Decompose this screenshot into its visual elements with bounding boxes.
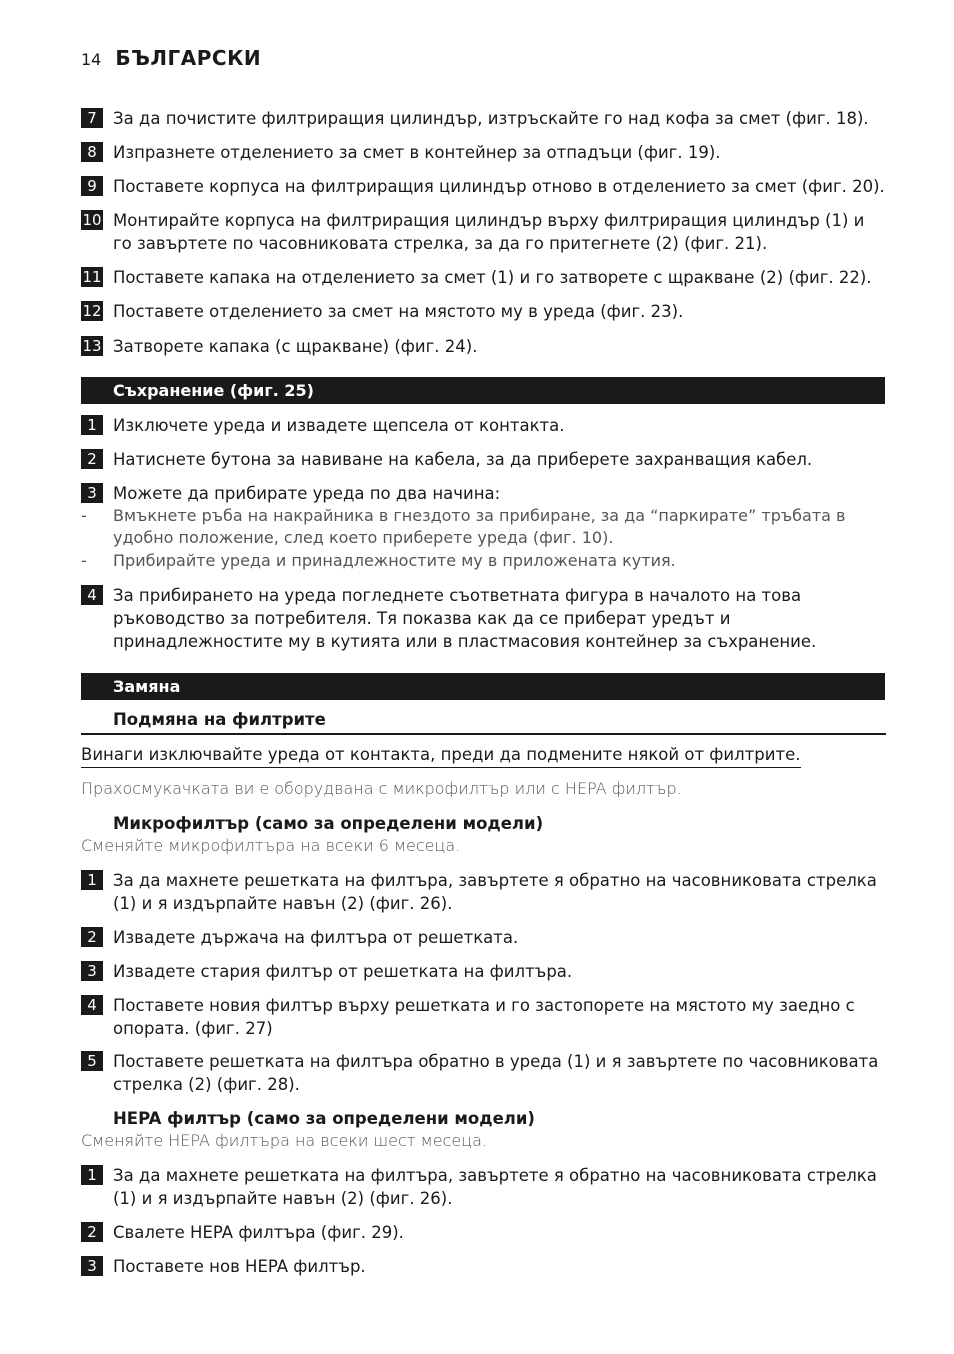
hepa-step-3 <box>81 1255 885 1278</box>
micro-step-5 <box>81 1050 885 1096</box>
step-text: Извадете стария филтър от решетката на филтъра. <box>113 962 573 981</box>
storage-step-2 <box>81 448 885 471</box>
micro-step-4 <box>81 994 885 1040</box>
step-text: Поставете капака на отделението за смет (1) и го затворете с щракване (2) (фиг. 22). <box>113 268 872 287</box>
step-number: 12 <box>82 302 102 320</box>
step-13 <box>81 335 885 358</box>
step-number: 4 <box>81 995 103 1015</box>
step-9 <box>81 175 885 198</box>
step-number: 7 <box>81 108 103 128</box>
storage-step-4 <box>81 584 885 653</box>
step-number: 2 <box>81 927 103 947</box>
intro-text: Прахосмукачката ви е оборудвана с микрофилтър или с HEPA филтър. <box>81 779 682 798</box>
page-header <box>81 46 261 70</box>
step-text: За да махнете решетката на филтъра, завъртете я обратно на часовниковата стрелка (1) и я издърпайте навън (2) (фиг. 26). <box>113 1166 877 1208</box>
hepa-note: Сменяйте HEPA филтъра на всеки шест месеца. <box>81 1131 487 1150</box>
step-number: 3 <box>81 961 103 981</box>
step-10 <box>81 209 885 255</box>
step-number: 4 <box>81 585 103 605</box>
step-text: Поставете нов HEPA филтър. <box>113 1257 366 1276</box>
step-text: Поставете решетката на филтъра обратно в уреда (1) и я завъртете по часовниковата стрелка (2) (фиг. 28). <box>113 1052 879 1094</box>
page-number: 14 <box>81 50 102 69</box>
microfilter-title: Микрофилтър (само за определени модели) <box>113 814 544 833</box>
step-text: Поставете корпуса на филтриращия цилиндър отново в отделението за смет (фиг. 20). <box>113 177 885 196</box>
storage-option-2 <box>81 550 885 572</box>
step-text: Извадете държача на филтъра от решетката. <box>113 928 519 947</box>
step-text: За прибирането на уреда погледнете съответната фигура в началото на това ръководство за потребителя. Тя показва как да се приберат уредът и принадлежностите му в кутията или в пластмасовия контейнер за съхранение. <box>113 586 817 651</box>
hepa-step-2 <box>81 1221 885 1244</box>
step-number: 9 <box>81 176 103 196</box>
hepa-step-1 <box>81 1164 885 1210</box>
hepa-title: HEPA филтър (само за определени модели) <box>113 1109 535 1128</box>
step-text: За да махнете решетката на филтъра, завъртете я обратно на часовниковата стрелка (1) и я издърпайте навън (2) (фиг. 26). <box>113 871 877 913</box>
micro-step-1 <box>81 869 885 915</box>
step-number: 3 <box>81 483 103 503</box>
step-number: 10 <box>82 211 102 229</box>
bullet-dash: - <box>81 551 87 570</box>
step-number: 2 <box>81 449 103 469</box>
step-text: Затворете капака (с щракване) (фиг. 24). <box>113 337 478 356</box>
step-text: Натиснете бутона за навиване на кабела, за да приберете захранващия кабел. <box>113 450 813 469</box>
bullet-dash: - <box>81 506 87 525</box>
micro-step-3 <box>81 960 885 983</box>
step-text: Поставете новия филтър върху решетката и го застопорете на мястото му заедно с опората. (фиг. 27) <box>113 996 855 1038</box>
section-heading-storage: Съхранение (фиг. 25) <box>81 377 885 404</box>
step-number: 8 <box>81 142 103 162</box>
step-text: Свалете HEPA филтъра (фиг. 29). <box>113 1223 404 1242</box>
step-number: 11 <box>82 268 102 286</box>
storage-step-1 <box>81 414 885 437</box>
step-number: 5 <box>81 1051 103 1071</box>
section-heading-replacement: Замяна <box>81 673 885 700</box>
storage-option-1 <box>81 505 885 549</box>
step-number: 1 <box>81 1165 103 1185</box>
step-8 <box>81 141 885 164</box>
step-text: Монтирайте корпуса на филтриращия цилиндър върху филтриращия цилиндър (1) и го завъртете по часовниковата стрелка, за да го притегнете (2) (фиг. 21). <box>113 211 865 253</box>
step-number: 3 <box>81 1256 103 1276</box>
step-number: 2 <box>81 1222 103 1242</box>
language-title: БЪЛГАРСКИ <box>115 46 262 70</box>
step-7 <box>81 107 885 130</box>
step-text: Поставете отделението за смет на мястото му в уреда (фиг. 23). <box>113 302 684 321</box>
step-number: 1 <box>81 870 103 890</box>
step-12 <box>81 300 885 323</box>
step-number: 13 <box>82 337 102 355</box>
microfilter-note: Сменяйте микрофилтъра на всеки 6 месеца. <box>81 836 461 855</box>
step-11 <box>81 266 885 289</box>
micro-step-2 <box>81 926 885 949</box>
step-text: Изпразнете отделението за смет в контейнер за отпадъци (фиг. 19). <box>113 143 721 162</box>
step-text: Изключете уреда и извадете щепсела от контакта. <box>113 416 565 435</box>
option-text: Прибирайте уреда и принадлежностите му в приложената кутия. <box>113 551 676 570</box>
step-text: За да почистите филтриращия цилиндър, изтръскайте го над кофа за смет (фиг. 18). <box>113 109 869 128</box>
storage-step-3 <box>81 482 885 505</box>
subheading-filters: Подмяна на филтрите <box>81 709 886 735</box>
option-text: Вмъкнете ръба на накрайника в гнездото за прибиране, за да “паркирате” тръбата в удобно положение, след което приберете уреда (фиг. 10). <box>113 506 846 547</box>
step-number: 1 <box>81 415 103 435</box>
warning-text: Винаги изключвайте уреда от контакта, преди да подмените някой от филтрите. <box>81 744 801 768</box>
step-text: Можете да прибирате уреда по два начина: <box>113 484 501 503</box>
